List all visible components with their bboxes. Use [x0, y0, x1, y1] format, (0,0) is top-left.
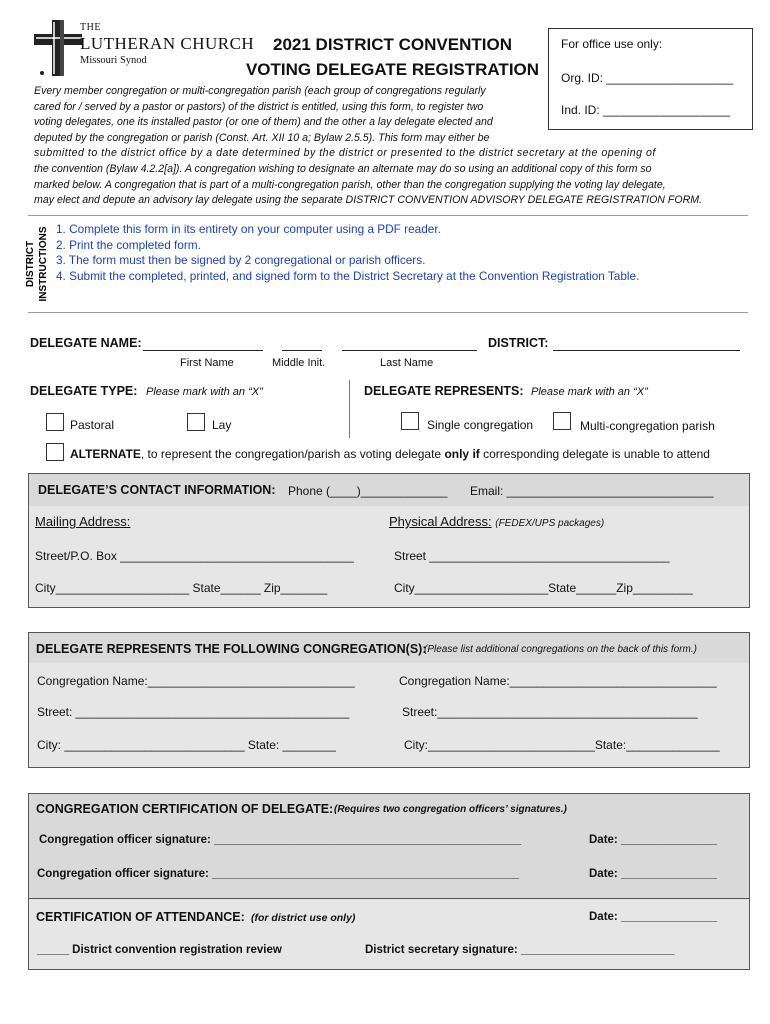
first-name-field[interactable]	[143, 350, 263, 351]
congregation-section	[28, 632, 750, 768]
last-name-caption: Last Name	[380, 357, 434, 369]
lay-checkbox[interactable]	[187, 413, 205, 431]
alternate-checkbox[interactable]	[46, 443, 64, 461]
mailing-street-field[interactable]: Street/P.O. Box ___________________________________	[35, 549, 354, 563]
alternate-bold: ALTERNATE	[70, 447, 141, 461]
officer-signature-1[interactable]: Congregation officer signature: ________________________________________________	[39, 834, 522, 846]
congregation-name-right[interactable]: Congregation Name:_______________________________	[399, 674, 717, 688]
instruction-item: 4. Submit the completed, printed, and signed form to the District Secretary at the Convention Registration Table.	[56, 268, 640, 283]
congregation-name-left[interactable]: Congregation Name:_______________________________	[37, 674, 355, 688]
multi-congregation-checkbox[interactable]	[553, 412, 571, 430]
type-divider	[349, 380, 350, 438]
delegate-represents-label: DELEGATE REPRESENTS:	[364, 384, 524, 398]
alternate-text	[70, 447, 710, 461]
certification-hint: (Requires two congregation officers’ signatures.)	[334, 804, 567, 815]
officer-date-2[interactable]: Date: _______________	[589, 868, 717, 880]
instruction-item: 3. The form must then be signed by 2 congregational or parish officers.	[56, 253, 426, 268]
delegate-type-hint: Please mark with an “X”	[146, 386, 263, 398]
intro-line: Every member congregation or multi-congregation parish (each group of congregations regularly	[34, 85, 486, 97]
alternate-end: corresponding delegate is unable to attend	[479, 447, 710, 461]
congregation-hint: (Please list additional congregations on the back of this form.)	[424, 644, 697, 655]
congregation-heading: DELEGATE REPRESENTS THE FOLLOWING CONGREGATION(S):	[36, 642, 427, 656]
delegate-name-label: DELEGATE NAME:	[30, 336, 142, 350]
phone-field[interactable]: Phone (____)_____________	[288, 484, 448, 498]
middle-init-field[interactable]	[282, 350, 322, 351]
registration-review[interactable]: _____ District convention registration review	[37, 944, 282, 956]
secretary-signature[interactable]: District secretary signature: ________________________	[365, 944, 675, 956]
delegate-represents-hint: Please mark with an “X”	[531, 386, 648, 398]
email-field[interactable]: Email: _______________________________	[470, 484, 714, 498]
instructions-label-line2: INSTRUCTIONS	[38, 226, 49, 302]
physical-address-hint: (FEDEX/UPS packages)	[495, 518, 605, 529]
last-name-field[interactable]	[342, 350, 477, 351]
alternate-mid: , to represent the congregation/parish as voting delegate	[140, 447, 445, 461]
intro-line: submitted to the district office by a date determined by the district or presented to the district secretary at the opening of	[34, 147, 656, 160]
first-name-caption: First Name	[180, 357, 234, 369]
intro-line: cared for / served by a pastor or pastors) of the district is entitled, using this form, to register two	[34, 100, 484, 113]
contact-section	[28, 473, 750, 608]
instruction-item: 2. Print the completed form.	[56, 237, 201, 252]
logo-the: THE	[80, 22, 101, 33]
instruction-item: 1. Complete this form in its entirety on your computer using a PDF reader.	[56, 222, 441, 236]
pastoral-checkbox[interactable]	[46, 413, 64, 431]
intro-line: the convention (Bylaw 4.2.2[a]). A congregation wishing to designate an alternate may do so using an additional copy of this form so	[34, 162, 652, 175]
office-use-label: For office use only:	[561, 37, 663, 51]
middle-init-caption: Middle Init.	[272, 357, 326, 369]
intro-line: voting delegates, one its installed pastor (or one of them) and the other a lay delegate elected and	[34, 116, 493, 129]
certification-heading: CONGREGATION CERTIFICATION OF DELEGATE:	[36, 802, 334, 816]
officer-signature-2[interactable]: Congregation officer signature: ________________________________________________	[37, 868, 520, 880]
logo-sub: Missouri Synod	[80, 55, 147, 66]
single-congregation-label: Single congregation	[427, 418, 534, 432]
instructions-label-line1: DISTRICT	[25, 240, 36, 288]
multi-congregation-label: Multi-congregation parish	[580, 419, 715, 433]
pastoral-label: Pastoral	[70, 418, 115, 432]
congregation-city-right[interactable]: City:_________________________State:______________	[404, 738, 720, 752]
intro-line: may elect and depute an advisory lay delegate using the separate DISTRICT CONVENTION ADVISORY DELEGATE REGISTRATION FORM.	[34, 194, 703, 207]
delegate-type-label: DELEGATE TYPE:	[30, 384, 138, 398]
contact-heading: DELEGATE’S CONTACT INFORMATION:	[38, 483, 276, 497]
certification-divider	[29, 898, 749, 899]
intro-line: marked below. A congregation that is part of a multi-congregation parish, other than the congregation supplying the voting lay delegate,	[34, 178, 666, 191]
physical-city-field[interactable]: City____________________State______Zip_________	[394, 581, 693, 595]
single-congregation-checkbox[interactable]	[401, 412, 419, 430]
alternate-only: only if	[444, 447, 480, 461]
instructions-list	[56, 222, 639, 284]
lay-label: Lay	[212, 418, 232, 432]
congregation-city-left[interactable]: City: ___________________________ State: ________	[37, 738, 336, 752]
congregation-street-left[interactable]: Street: _________________________________________	[37, 705, 350, 719]
title-line1: 2021 DISTRICT CONVENTION	[273, 35, 512, 54]
officer-date-1[interactable]: Date: _______________	[589, 834, 717, 846]
title-line2: VOTING DELEGATE REGISTRATION	[245, 60, 540, 79]
certification-section	[28, 793, 750, 970]
congregation-street-right[interactable]: Street:_______________________________________	[402, 705, 698, 719]
district-field[interactable]	[553, 350, 740, 351]
mailing-address-label: Mailing Address:	[35, 514, 131, 529]
attendance-heading: CERTIFICATION OF ATTENDANCE:	[36, 910, 245, 924]
physical-address-label	[389, 514, 604, 529]
mailing-city-field[interactable]: City____________________ State______ Zip_______	[35, 581, 328, 595]
attendance-hint: (for district use only)	[251, 912, 356, 924]
logo-name: LUTHERAN CHURCH	[80, 34, 255, 53]
physical-address-text: Physical Address:	[389, 514, 492, 529]
intro-line: deputed by the congregation or parish (Const. Art. XII 10 a; Bylaw 2.5.5). This form may either be	[34, 131, 490, 144]
district-label: DISTRICT:	[488, 336, 549, 350]
intro-paragraph	[34, 84, 740, 209]
physical-street-field[interactable]: Street ____________________________________	[394, 549, 670, 563]
org-id-field: Org. ID: ___________________	[561, 71, 734, 85]
instructions-label	[20, 218, 58, 310]
ind-id-field: Ind. ID: ___________________	[561, 103, 730, 117]
attendance-date[interactable]: Date: _______________	[589, 911, 717, 923]
